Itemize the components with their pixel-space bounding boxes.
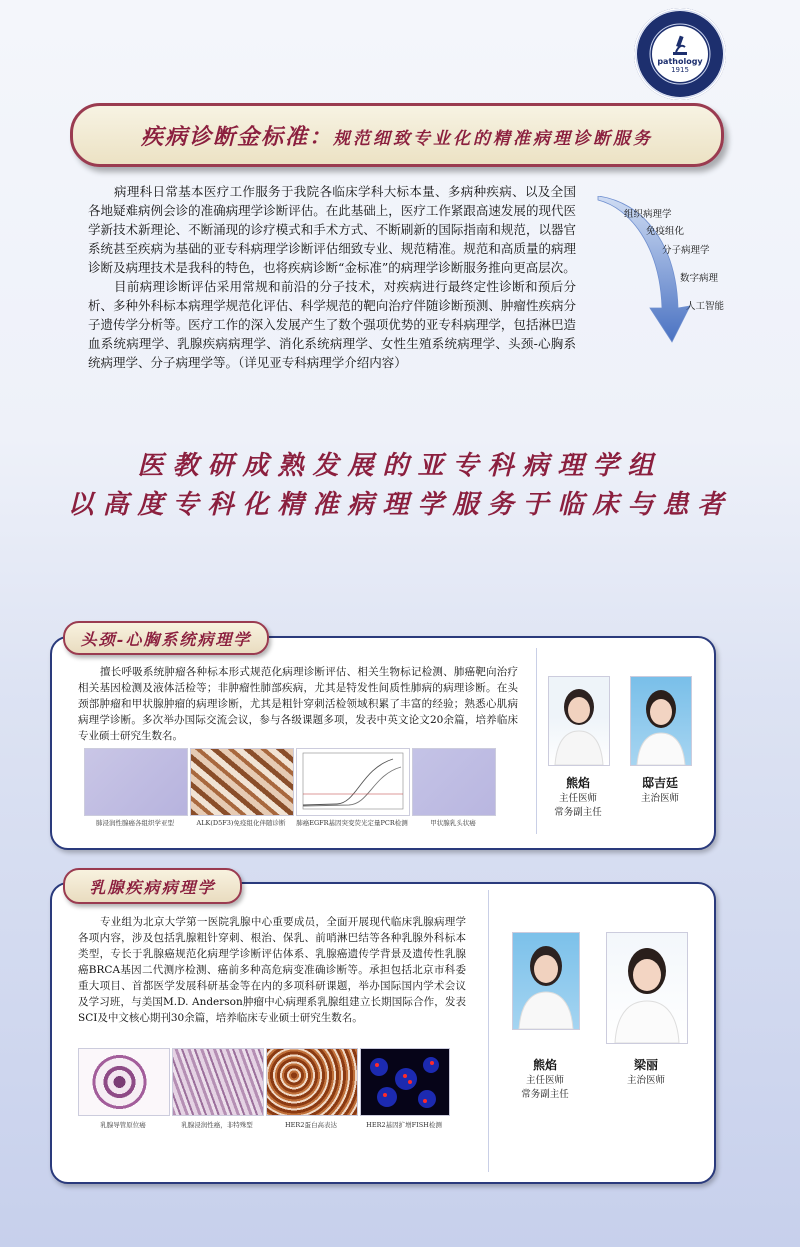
section2-divider [488, 890, 489, 1172]
intro-paragraph-2: 目前病理诊断评估采用常规和前沿的分子技术，对疾病进行最终定性诊断和预后分析、多种外科标本病理学规范化评估、科学规范的靶向治疗伴随诊断预测、肿瘤性疾病分子遗传学分析等。医疗工作的深入发展产生了数个强项优势的亚专科病理学，包括淋巴造血系统病理学、乳腺疾病病理学、消化系统病理学、女性生殖系统病理学、头颈-心胸系统病理学、分子病理学等。（详见亚专科病理学介绍内容） [88, 279, 576, 370]
section1-image-1 [84, 748, 188, 816]
section1-caption-2: ALK(D5F3)免疫组化伴随诊断 [196, 819, 286, 827]
doctor-name-4: 梁丽 [633, 1058, 658, 1072]
logo-year: 1915 [671, 65, 689, 74]
banner-title [141, 120, 653, 151]
section2-caption-2: 乳腺浸润性癌，非特殊型 [181, 1121, 253, 1129]
section1-caption-3: 肺癌EGFR基因突变荧光定量PCR检测 [296, 819, 408, 827]
intro-paragraph-1: 病理科日常基本医疗工作服务于我院各临床学科大标本量、多病种疾病、以及全国各地疑难病例会诊的准确病理学诊断评估。在此基础上，医疗工作紧跟高速发展的现代医学新技术新理论、不断涌现的诊疗模式和手术方式、不断刷新的国际指南和规范，以器官系统甚至疾病为基础的亚专科病理学诊断评估细致专业、规范精准。规范和高质量的病理诊断及病理技术是我科的特色，也将疾病诊断“金标准”的病理学诊断服务推向更高层次。 [88, 184, 576, 275]
doctor-photo-xiong-2 [512, 932, 580, 1030]
banner-main: 疾病诊断金标准： [140, 123, 333, 150]
doctor-role-1b: 常务副主任 [554, 807, 602, 818]
section1-text [78, 664, 518, 744]
section2-image-2 [172, 1048, 264, 1116]
doctor-role-3a: 主任医师 [525, 1075, 564, 1086]
section2-text [78, 914, 466, 1026]
section1-paragraph: 擅长呼吸系统肿瘤各种标本形式规范化病理诊断评估、相关生物标记检测、肺癌靶向治疗相关基因检测及液体活检等；非肿瘤性肺部疾病，尤其是特发性间质性肺病的病理诊断。在头颈部肿瘤和甲状腺肿瘤的病理诊断，尤其是粗针穿刺活检领域积累了丰富的经验；熟悉心肌病病理学诊断。多次举办国际交流会议，参与各级课题多项，发表中英文论文20余篇，培养临床专业硕士研究生数名。 [78, 666, 518, 742]
section1-caption-4: 甲状腺乳头状癌 [430, 819, 476, 827]
portrait-icon [607, 933, 687, 1043]
tech-item-1: 组织病理学 [624, 209, 672, 220]
doctor-role-1a: 主任医师 [558, 793, 597, 804]
doctor-role-2a: 主治医师 [640, 793, 679, 804]
doctor-photo-liang [606, 932, 688, 1044]
tech-item-5: 人工智能 [686, 301, 725, 312]
fish-signal-icon [361, 1049, 449, 1115]
section2-caption-4: HER2基因扩增FISH检测 [366, 1121, 442, 1129]
section1-image-2 [190, 748, 294, 816]
tech-item-4: 数字病理 [680, 273, 719, 284]
doctor-photo-xiong-1 [548, 676, 610, 766]
section2-caption-1: 乳腺导管原位癌 [100, 1121, 146, 1129]
section1-tag: 头颈-心胸系统病理学 [63, 621, 269, 655]
logo-word: pathology [657, 56, 703, 66]
pcr-curve-icon [297, 749, 409, 815]
doctor-photo-di [630, 676, 692, 766]
headline [0, 447, 800, 525]
tech-item-2: 免疫组化 [646, 226, 685, 237]
doctor-name-3: 熊焰 [532, 1058, 557, 1072]
title-banner [70, 103, 724, 167]
portrait-icon [631, 677, 691, 765]
microscope-icon [670, 35, 690, 57]
banner-sub: 规范细致专业化的精准病理诊断服务 [333, 128, 653, 149]
section1-divider [536, 648, 537, 834]
section2-paragraph: 专业组为北京大学第一医院乳腺中心重要成员，全面开展现代临床乳腺病理学各项内容，涉及包括乳腺粗针穿刺、根治、保乳、前哨淋巴结等各种乳腺外科标本类型，专长于乳腺癌规范化病理学诊断评估体系、乳腺癌遗传学背景及遗传性乳腺癌BRCA基因二代测序检测、癌前多种高危病变准确诊断等。承担包括北京市科委重大项目、首都医学发展科研基金等在内的多项科研课题，举办国际国内学术会议及学习班，与美国M.D. Anderson肿瘤中心病理系乳腺组建立长期国际合作，发表SCI及中文核心期刊30余篇，培养临床专业硕士研究生数名。 [78, 916, 466, 1024]
section1-image-4 [412, 748, 496, 816]
doctor-role-4a: 主治医师 [626, 1075, 665, 1086]
tech-item-3: 分子病理学 [662, 245, 710, 256]
doctor-name-2: 邸吉廷 [641, 776, 678, 790]
portrait-icon [513, 933, 579, 1029]
headline-line-2: 以高度专科化精准病理学服务于临床与患者 [67, 490, 733, 520]
section2-caption-3: HER2蛋白高表达 [285, 1121, 337, 1129]
logo-center [652, 26, 708, 82]
section2-image-4 [360, 1048, 450, 1116]
section2-image-1 [78, 1048, 170, 1116]
doctor-role-3b: 常务副主任 [521, 1089, 569, 1100]
doctor-name-1: 熊焰 [565, 776, 590, 790]
section2-tag: 乳腺疾病病理学 [63, 868, 242, 904]
intro-text [88, 182, 576, 372]
portrait-icon [549, 677, 609, 765]
hospital-logo [634, 8, 726, 100]
headline-line-1: 医教研成熟发展的亚专科病理学组 [137, 451, 663, 481]
section1-image-3 [296, 748, 410, 816]
section1-caption-1: 肺浸润性腺癌各组织学亚型 [96, 819, 174, 827]
section2-image-3 [266, 1048, 358, 1116]
